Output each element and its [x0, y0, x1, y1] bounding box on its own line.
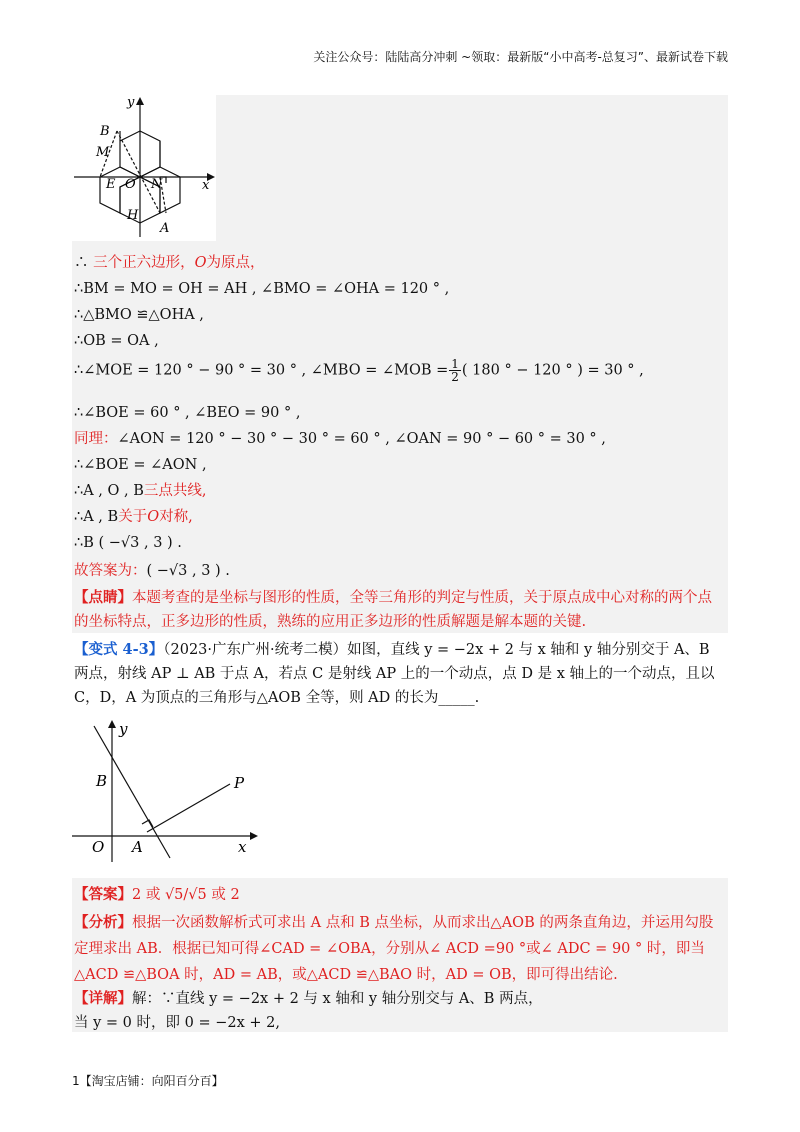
sol-line-2: ∴BM = MO = OH = AH , ∠BMO = ∠OHA = 120 ° , [74, 281, 450, 297]
fig1-label-N: N [151, 177, 163, 192]
fig1-label-E: E [106, 177, 116, 192]
sol-line-3: ∴△BMO ≌△OHA , [74, 307, 204, 323]
fig2-label-O: O [92, 838, 105, 856]
fig1-label-x: x [202, 178, 210, 193]
sol-line-7: 同理：∠AON = 120 ° − 30 ° − 30 ° = 60 ° , ∠OAN = 90 ° − 60 ° = 30 ° , [74, 431, 606, 447]
sol-line-6: ∴∠BOE = 60 ° , ∠BEO = 90 ° , [74, 405, 301, 421]
page-header: 关注公众号：陆陆高分冲刺 ~领取：最新版“小中高考-总复习”、最新试卷下载 [313, 50, 728, 64]
fig2-label-B: B [96, 772, 108, 790]
fig2-label-A: A [132, 838, 143, 856]
fig1-label-y: y [127, 95, 135, 110]
sol-line-8: ∴∠BOE = ∠AON , [74, 457, 207, 473]
sol-line-4: ∴OB = OA , [74, 333, 159, 349]
line-diagram [72, 718, 262, 868]
fig1-label-B: B [100, 124, 110, 139]
hexagon-diagram [72, 95, 216, 241]
sol-line-1: ∴ 三个正六边形，O为原点， [74, 255, 265, 271]
fig2-label-y: y [119, 720, 128, 738]
sol-line-11: ∴B ( −√3 , 3 ) . [74, 535, 182, 551]
fig1-label-H: H [127, 208, 139, 223]
page-footer: 1【淘宝店铺：向阳百分百】 [72, 1074, 224, 1088]
fig1-label-A: A [160, 221, 170, 236]
fraction-half: $\frac{1}{2}$ [451, 357, 459, 384]
answer-line: 【答案】2 或 √5/√5 或 2 [74, 886, 240, 903]
detail-line-2: 当 y = 0 时，即 0 = −2x + 2, [74, 1015, 280, 1031]
fig1-label-O: O [125, 177, 136, 192]
sol-line-12: 故答案为：( −√3 , 3 ) . [74, 563, 230, 579]
fig2-label-P: P [234, 774, 245, 792]
figure-line-graph [72, 718, 262, 868]
sol-line-5: ∴∠MOE = 120 ° − 90 ° = 30 ° , ∠MBO = ∠MOB = $\frac{1}{2}$ ( 180 ° − 120 ° ) = 30 ° , [74, 357, 644, 384]
comment-paragraph: 【点睛】本题考查的是坐标与图形的性质，全等三角形的判定与性质，关于原点成中心对称的两个点的坐标特点，正多边形的性质，熟练的应用正多边形的性质解题是解本题的关键. [74, 589, 712, 630]
fig1-label-M: M [96, 145, 110, 160]
sol-line-10: ∴A , B关于O对称, [74, 509, 193, 525]
sol-line-9: ∴A , O , B三点共线, [74, 483, 207, 499]
detail-line-1: 【详解】解：∵直线 y = −2x + 2 与 x 轴和 y 轴分别交与 A、B 两点， [74, 990, 543, 1007]
fig2-label-x: x [238, 838, 247, 856]
problem-statement: 【变式 4-3】（2023·广东广州·统考二模）如图，直线 y = −2x + 2 与 x 轴和 y 轴分别交于 A、B 两点，射线 AP ⊥ AB 于点 A，若点 C 是射线 AP 上的一个动点，点 D 是 x 轴上的一个动点，且以 C，D，A 为顶点的三角形与△AOB 全等，则 AD 的长为_____. [74, 641, 715, 706]
analysis-paragraph: 【分析】根据一次函数解析式可求出 A 点和 B 点坐标，从而求出△AOB 的两条直角边，并运用勾股定理求出 AB．根据已知可得∠CAD = ∠OBA，分别从∠ ACD =90 °或∠ ADC = 90 ° 时，即当△ACD ≌△BOA 时，AD = AB，或△ACD ≌△BAO 时，AD = OB，即可得出结论. [74, 914, 714, 983]
figure-hexagons [72, 95, 216, 241]
